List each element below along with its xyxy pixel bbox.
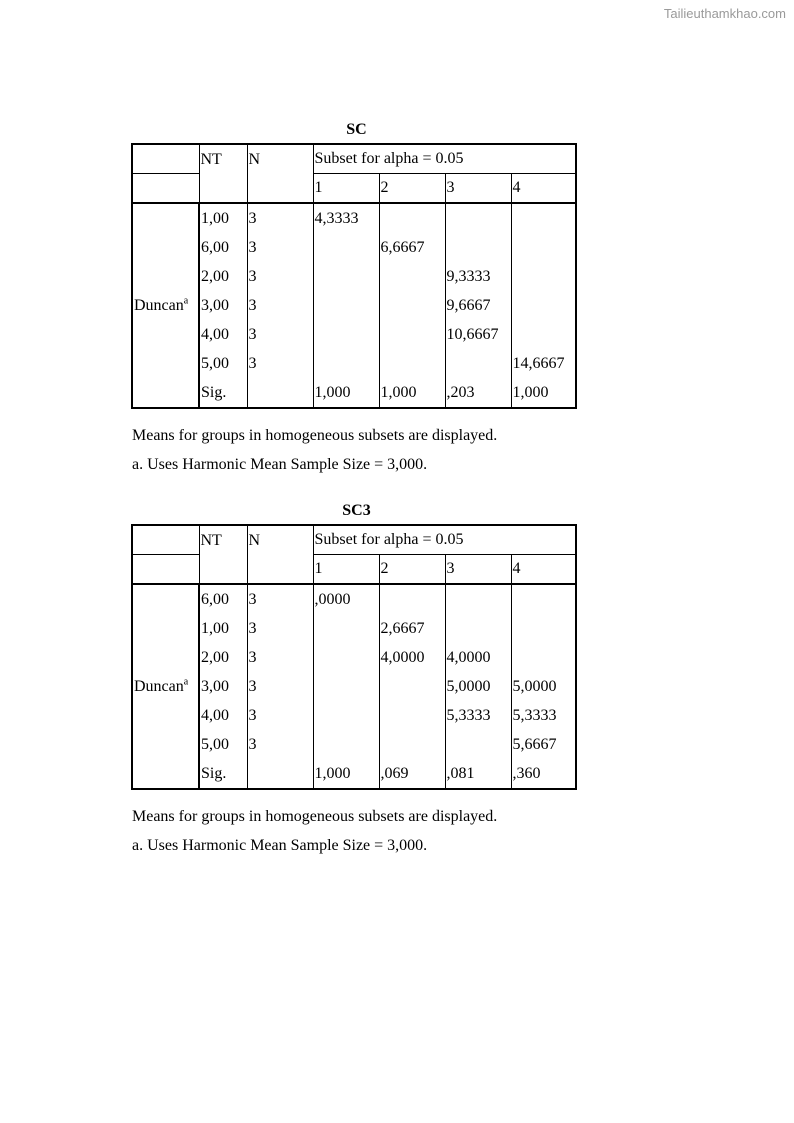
- row-n: 3: [247, 349, 313, 378]
- group-label: Duncan$^a$: [132, 584, 199, 789]
- table-row: [132, 320, 576, 349]
- table-row: [132, 233, 576, 262]
- cell-subset-1: [313, 730, 379, 759]
- header-subset-4: 4: [511, 174, 576, 204]
- row-n: 3: [247, 701, 313, 730]
- row-n: 3: [247, 643, 313, 672]
- header-blank: [132, 525, 199, 555]
- cell-subset-2: [379, 672, 445, 701]
- cell-subset-2: 4,0000: [379, 643, 445, 672]
- cell-subset-1: [313, 262, 379, 291]
- header-subset-1: 1: [313, 555, 379, 585]
- table-row: [132, 262, 576, 291]
- table-row: [132, 643, 576, 672]
- cell-subset-3: 5,0000: [445, 672, 511, 701]
- row-nt: 1,00: [199, 203, 247, 233]
- cell-subset-2: 6,6667: [379, 233, 445, 262]
- header-subset-3: 3: [445, 555, 511, 585]
- cell-subset-4: 14,6667: [511, 349, 576, 378]
- cell-subset-3: [445, 730, 511, 759]
- table-row: [132, 584, 576, 614]
- cell-subset-4: [511, 643, 576, 672]
- row-n: 3: [247, 203, 313, 233]
- header-blank: [132, 555, 199, 585]
- cell-subset-3: [445, 233, 511, 262]
- cell-subset-3: [445, 203, 511, 233]
- header-subset-1: 1: [313, 174, 379, 204]
- cell-subset-3: 4,0000: [445, 643, 511, 672]
- row-nt: 6,00: [199, 584, 247, 614]
- cell-subset-2: 1,000: [379, 378, 445, 408]
- cell-subset-4: 1,000: [511, 378, 576, 408]
- cell-subset-1: 1,000: [313, 378, 379, 408]
- cell-subset-3: 5,3333: [445, 701, 511, 730]
- group-label: Duncan$^a$: [132, 203, 199, 408]
- cell-subset-4: [511, 262, 576, 291]
- row-n: 3: [247, 233, 313, 262]
- header-nt: NT: [199, 144, 247, 203]
- header-blank: [132, 144, 199, 174]
- cell-subset-2: [379, 291, 445, 320]
- cell-subset-3: 9,3333: [445, 262, 511, 291]
- table-title: SC3: [342, 502, 371, 519]
- duncan-table: [131, 143, 577, 409]
- row-nt: 4,00: [199, 701, 247, 730]
- cell-subset-4: [511, 203, 576, 233]
- table-row-sig: [132, 759, 576, 789]
- row-n: 3: [247, 320, 313, 349]
- header-subset-2: 2: [379, 174, 445, 204]
- cell-subset-4: [511, 614, 576, 643]
- table-note: Means for groups in homogeneous subsets are displayed.: [132, 808, 498, 825]
- header-subset-4: 4: [511, 555, 576, 585]
- cell-subset-1: [313, 701, 379, 730]
- cell-subset-3: [445, 349, 511, 378]
- cell-subset-2: ,069: [379, 759, 445, 789]
- row-nt: 4,00: [199, 320, 247, 349]
- row-n: 3: [247, 584, 313, 614]
- header-n: N: [247, 525, 313, 584]
- row-nt: 2,00: [199, 643, 247, 672]
- cell-subset-4: [511, 291, 576, 320]
- cell-subset-1: 1,000: [313, 759, 379, 789]
- cell-subset-1: ,0000: [313, 584, 379, 614]
- cell-subset-1: 4,3333: [313, 203, 379, 233]
- table-title: SC: [346, 121, 367, 138]
- cell-subset-4: [511, 233, 576, 262]
- cell-subset-2: [379, 262, 445, 291]
- table-row: [132, 614, 576, 643]
- watermark: Tailieuthamkhao.com: [663, 6, 786, 21]
- cell-subset-2: [379, 584, 445, 614]
- row-nt: Sig.: [199, 759, 247, 789]
- table-row: [132, 349, 576, 378]
- cell-subset-3: ,203: [445, 378, 511, 408]
- cell-subset-4: 5,6667: [511, 730, 576, 759]
- header-subset: Subset for alpha = 0.05: [313, 525, 576, 555]
- cell-subset-1: [313, 291, 379, 320]
- duncan-table: [131, 524, 577, 790]
- header-subset-3: 3: [445, 174, 511, 204]
- row-nt: Sig.: [199, 378, 247, 408]
- table-row: [132, 730, 576, 759]
- table-row: [132, 203, 576, 233]
- cell-subset-4: [511, 584, 576, 614]
- header-n: N: [247, 144, 313, 203]
- cell-subset-2: [379, 701, 445, 730]
- row-n: [247, 378, 313, 408]
- cell-subset-4: 5,3333: [511, 701, 576, 730]
- cell-subset-1: [313, 233, 379, 262]
- cell-subset-3: [445, 614, 511, 643]
- cell-subset-3: ,081: [445, 759, 511, 789]
- row-nt: 3,00: [199, 672, 247, 701]
- row-n: 3: [247, 730, 313, 759]
- cell-subset-4: ,360: [511, 759, 576, 789]
- cell-subset-2: 2,6667: [379, 614, 445, 643]
- row-n: 3: [247, 262, 313, 291]
- cell-subset-1: [313, 320, 379, 349]
- cell-subset-2: [379, 349, 445, 378]
- table-row: [132, 672, 576, 701]
- cell-subset-1: [313, 672, 379, 701]
- cell-subset-2: [379, 203, 445, 233]
- row-nt: 3,00: [199, 291, 247, 320]
- row-n: 3: [247, 614, 313, 643]
- table-row-sig: [132, 378, 576, 408]
- cell-subset-4: [511, 320, 576, 349]
- row-nt: 2,00: [199, 262, 247, 291]
- header-blank: [132, 174, 199, 204]
- cell-subset-3: [445, 584, 511, 614]
- cell-subset-3: 9,6667: [445, 291, 511, 320]
- header-nt: NT: [199, 525, 247, 584]
- cell-subset-1: [313, 349, 379, 378]
- table-row: [132, 291, 576, 320]
- header-subset-2: 2: [379, 555, 445, 585]
- table-note: Means for groups in homogeneous subsets are displayed.: [132, 427, 498, 444]
- cell-subset-3: 10,6667: [445, 320, 511, 349]
- row-n: 3: [247, 291, 313, 320]
- cell-subset-2: [379, 730, 445, 759]
- cell-subset-1: [313, 614, 379, 643]
- row-n: [247, 759, 313, 789]
- header-subset: Subset for alpha = 0.05: [313, 144, 576, 174]
- cell-subset-2: [379, 320, 445, 349]
- row-n: 3: [247, 672, 313, 701]
- row-nt: 6,00: [199, 233, 247, 262]
- cell-subset-1: [313, 643, 379, 672]
- cell-subset-4: 5,0000: [511, 672, 576, 701]
- table-footnote: a. Uses Harmonic Mean Sample Size = 3,000.: [132, 456, 428, 473]
- row-nt: 1,00: [199, 614, 247, 643]
- table-row: [132, 701, 576, 730]
- table-footnote: a. Uses Harmonic Mean Sample Size = 3,000.: [132, 837, 428, 854]
- row-nt: 5,00: [199, 349, 247, 378]
- row-nt: 5,00: [199, 730, 247, 759]
